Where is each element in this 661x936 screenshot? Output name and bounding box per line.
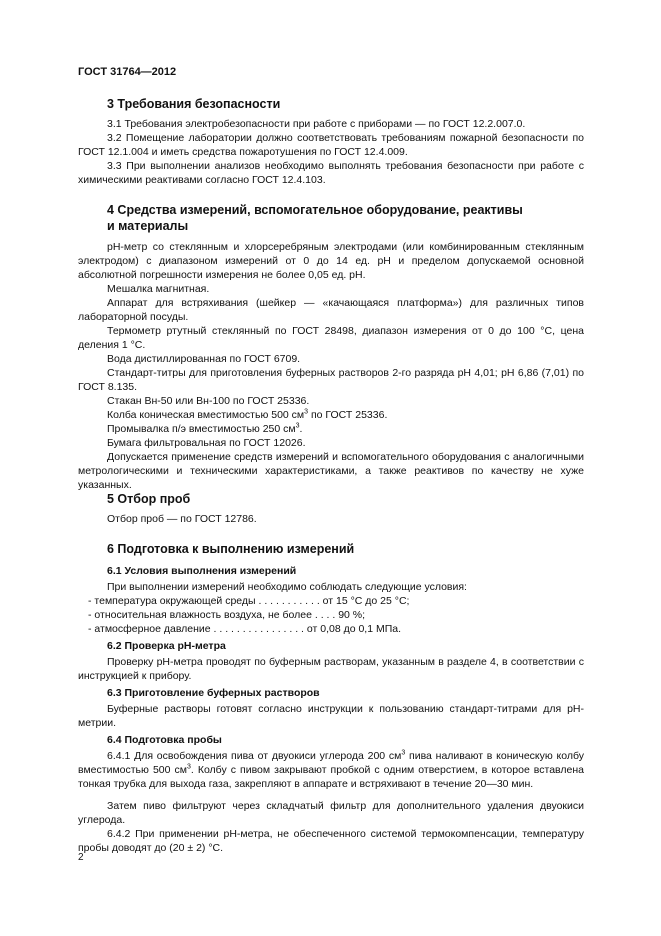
paragraph-3-1: 3.1 Требования электробезопасности при работе с приборами — по ГОСТ 12.2.007.0. <box>107 118 526 130</box>
equipment-item: Вода дистиллированная по ГОСТ 6709. <box>107 353 301 365</box>
paragraph-6-2: Проверку рН-метра проводят по буферным растворам, указанным в разделе 4, в соответствии с инструкцией к прибору. <box>78 656 584 682</box>
equipment-note: Допускается применение средств измерений и вспомогательного оборудования с аналогичными метрологическими и техническими характеристиками, а также реактивов по качеству не хуже указанных. <box>78 451 584 491</box>
paragraph-6-3: Буферные растворы готовят согласно инструкции к пользованию стандарт-титрами для рН-метрии. <box>78 703 584 729</box>
paragraph-3-2: 3.2 Помещение лаборатории должно соответствовать требованиям пожарной безопасности по ГОСТ 12.1.004 и иметь средства пожаротушения по ГОСТ 12.4.009. <box>78 132 584 158</box>
equipment-item: рН-метр со стеклянным и хлорсеребряным электродами (или комбинированным стеклянным электродом) с диапазоном измерений от 0 до 14 ед. рН и пределом допускаемой основной абсолютной погрешности измерения не более 0,05 ед. рН. <box>78 241 584 281</box>
equipment-item: Мешалка магнитная. <box>107 283 210 295</box>
equipment-item: Стандарт-титры для приготовления буферных растворов 2-го разряда рН 4,01; рН 6,86 (7,01) по ГОСТ 8.135. <box>78 367 584 393</box>
equipment-item: Промывалка п/э вместимостью 250 $см^3$. <box>107 422 303 435</box>
equipment-item: Термометр ртутный стеклянный по ГОСТ 28498, диапазон измерения от 0 до 100 °С, цена деления 1 °С. <box>78 325 584 351</box>
section-6-title: 6 Подготовка к выполнению измерений <box>107 542 355 556</box>
subsection-6-2-title: 6.2 Проверка рН-метра <box>107 640 226 652</box>
equipment-item: Аппарат для встряхивания (шейкер — «качающаяся платформа») для различных типов лабораторной посуды. <box>78 297 584 323</box>
equipment-item: Бумага фильтровальная по ГОСТ 12026. <box>107 437 306 449</box>
condition-item: - относительная влажность воздуха, не более . . . . 90 %; <box>88 609 366 621</box>
subsection-6-4-title: 6.4 Подготовка пробы <box>107 734 222 746</box>
paragraph-3-3: 3.3 При выполнении анализов необходимо выполнять требования безопасности при работе с химическими реактивами согласно ГОСТ 12.4.103. <box>78 160 584 186</box>
subsection-6-1-title: 6.1 Условия выполнения измерений <box>107 565 297 577</box>
paragraph-6-4-1: 6.4.1 Для освобождения пива от двуокиси углерода 200 $см^3$ пива наливают в коническую колбу вместимостью 500 $см^3$. Колбу с пивом закрывают пробкой с одним отверстием, в которое вставлена тонкая трубка для выхода газа, закрепляют в аппарате и встряхивают в течение 20—30 мин. <box>78 749 584 790</box>
section-3-title: 3 Требования безопасности <box>107 97 281 111</box>
equipment-item: Стакан Вн-50 или Вн-100 по ГОСТ 25336. <box>107 395 310 407</box>
paragraph-6-4-1-cont: Затем пиво фильтруют через складчатый фильтр для дополнительного удаления двуокиси углерода. <box>78 800 584 826</box>
paragraph-5: Отбор проб — по ГОСТ 12786. <box>107 513 257 525</box>
condition-item: - температура окружающей среды . . . . . . . . . . . от 15 °С до 25 °С; <box>88 595 410 607</box>
condition-item: - атмосферное давление . . . . . . . . . . . . . . . . от 0,08 до 0,1 МПа. <box>88 623 402 635</box>
section-4-title: 4 Средства измерений, вспомогательное оборудование, реактивы и материалы <box>107 203 523 233</box>
conditions-intro: При выполнении измерений необходимо соблюдать следующие условия: <box>107 581 467 593</box>
section-5-title: 5 Отбор проб <box>107 492 191 506</box>
paragraph-6-4-2: 6.4.2 При применении рН-метра, не обеспеченного системой термокомпенсации, температуру пробы доводят до (20 ± 2) °С. <box>78 828 584 854</box>
subsection-6-3-title: 6.3 Приготовление буферных растворов <box>107 687 320 699</box>
equipment-item: Колба коническая вместимостью 500 $см^3$ по ГОСТ 25336. <box>107 408 388 421</box>
document-header: ГОСТ 31764—2012 <box>78 66 177 78</box>
page-number: 2 <box>78 852 84 863</box>
